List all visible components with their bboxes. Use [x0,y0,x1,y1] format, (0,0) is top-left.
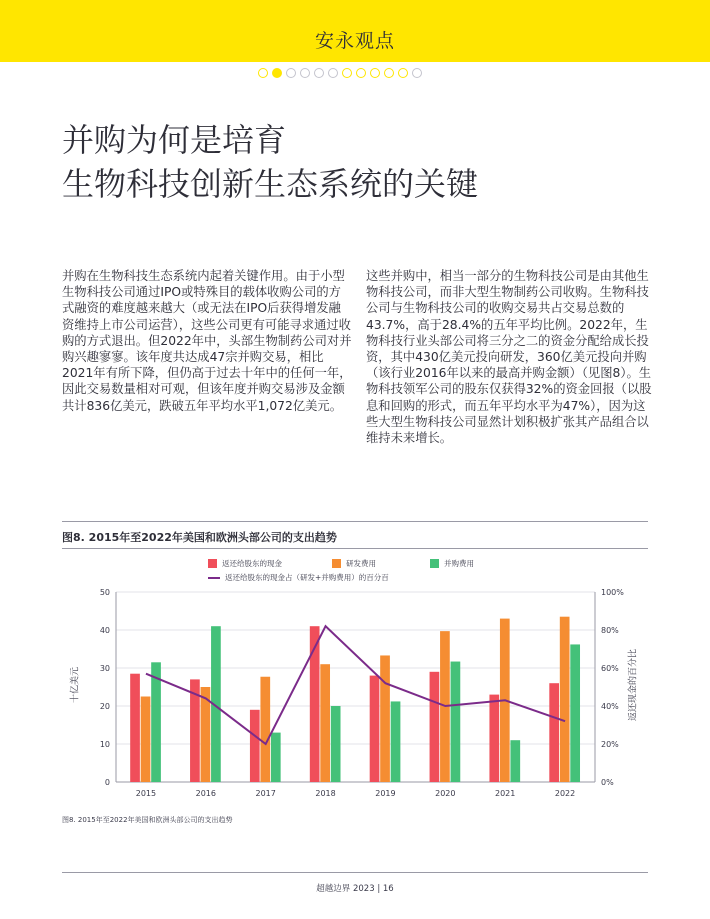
progress-dot-2 [272,68,282,78]
y-tick-label: 10 [99,740,110,749]
figure-top-rule [62,521,648,522]
progress-dot-4 [300,68,310,78]
bar-1 [250,710,260,782]
bar-1 [130,674,140,782]
progress-dot-12 [412,68,422,78]
y-tick-label: 50 [99,588,110,597]
bar-2 [141,697,151,783]
body-paragraph-right: 这些并购中，相当一部分的生物科技公司是由其他生物科技公司，而非大型生物制药公司收购。生物科技公司与生物科技公司的收购交易共占交易总数的43.7%，高于28.4%的五年平均比例。2022年，生物科技行业头部公司将三分之二的资金分配给成长投资，其中430亿美元投向研发，360亿美元投向并购（该行业2016年以来的最高并购金额）（见图8）。生物科技领军公司的股东仅获得32%的资金回报（以股息和回购的形式，而五年平均水平为47%），因为这些大型生物科技公司显然计划积极扩张其产品组合以维持未来增长。 [366,269,652,446]
y-right-tick-label: 0% [601,778,614,787]
legend-swatch-ma [430,559,439,568]
bar-2 [380,655,390,782]
legend-label-ma: 并购费用 [444,559,474,568]
progress-dot-5 [314,68,324,78]
header-band [0,0,710,62]
figure-title-rule [62,548,648,549]
legend-item-cash [208,558,282,569]
y-tick-label: 30 [99,664,110,673]
bar-3 [271,733,281,782]
x-tick-label: 2020 [435,789,456,798]
legend-label-cash: 返还给股东的现金 [222,559,282,568]
y-axis-label-left: 十亿美元 [70,666,81,704]
page-title [62,118,662,206]
bar-2 [320,664,330,782]
legend-item-rd [332,558,376,569]
y-tick-label: 20 [99,702,110,711]
y-right-tick-label: 80% [601,626,619,635]
x-tick-label: 2016 [195,789,216,798]
progress-dot-10 [384,68,394,78]
x-tick-label: 2022 [554,789,576,798]
bar-2 [560,617,570,782]
y-right-tick-label: 100% [601,588,624,597]
page-title-line-2: 生物科技创新生态系统的关键 [62,165,479,203]
y-right-tick-label: 40% [601,702,619,711]
x-tick-label: 2019 [375,789,396,798]
x-tick-label: 2021 [495,789,516,798]
progress-dot-8 [356,68,366,78]
progress-dot-11 [398,68,408,78]
y-right-tick-label: 60% [601,664,619,673]
legend-item-ma [430,558,474,569]
figure-caption: 图8. 2015年至2022年美国和欧洲头部公司的支出趋势 [62,816,233,824]
legend-label-rd: 研发费用 [346,559,376,568]
figure-title: 图8. 2015年至2022年美国和欧洲头部公司的支出趋势 [62,531,337,544]
bar-1 [430,672,440,782]
spending-trend-chart [60,580,624,805]
body-column-left [62,268,352,414]
x-tick-label: 2017 [255,789,276,798]
progress-dot-1 [258,68,268,78]
legend-swatch-rd [332,559,341,568]
legend-label-ratio: 返还给股东的现金占（研发+并购费用）的百分百 [225,573,389,582]
bar-3 [331,706,341,782]
bar-3 [510,740,520,782]
page-title-line-1: 并购为何是培育 [62,121,287,159]
y-tick-label: 0 [104,778,110,787]
x-tick-label: 2015 [135,789,157,798]
legend-swatch-ratio [208,577,220,579]
bar-3 [451,662,461,782]
bar-3 [570,644,580,782]
bar-3 [391,701,401,782]
bar-2 [260,677,270,782]
page-footer: 超越边界 2023 | 16 [316,884,394,894]
x-tick-label: 2018 [315,789,336,798]
progress-dot-9 [370,68,380,78]
section-title: 安永观点 [314,30,395,52]
body-column-right [366,268,656,446]
footer-rule [62,872,648,873]
y-axis-label-right: 返还现金的百分比 [628,648,639,722]
y-tick-label: 40 [99,626,110,635]
bar-1 [549,683,559,782]
progress-dot-7 [342,68,352,78]
bar-1 [370,676,380,782]
page-progress-dots [258,68,422,82]
progress-dot-3 [286,68,296,78]
body-paragraph-left: 并购在生物科技生态系统内起着关键作用。由于小型生物科技公司通过IPO或特殊目的载体收购公司的方式融资的难度越来越大（或无法在IPO后获得增发融资维持上市公司运营），这些公司更有可能寻求通过收购的方式退出。但2022年中，头部生物制药公司对并购兴趣寥寥。该年度共达成47宗并购交易，相比2021年有所下降，但仍高于过去十年中的任何一年，因此交易数量相对可观，但该年度并购交易涉及金额共计836亿美元，跌破五年平均水平1,072亿美元。 [62,269,352,413]
y-right-tick-label: 20% [601,740,619,749]
bar-1 [489,695,499,782]
legend-swatch-cash [208,559,217,568]
progress-dot-6 [328,68,338,78]
